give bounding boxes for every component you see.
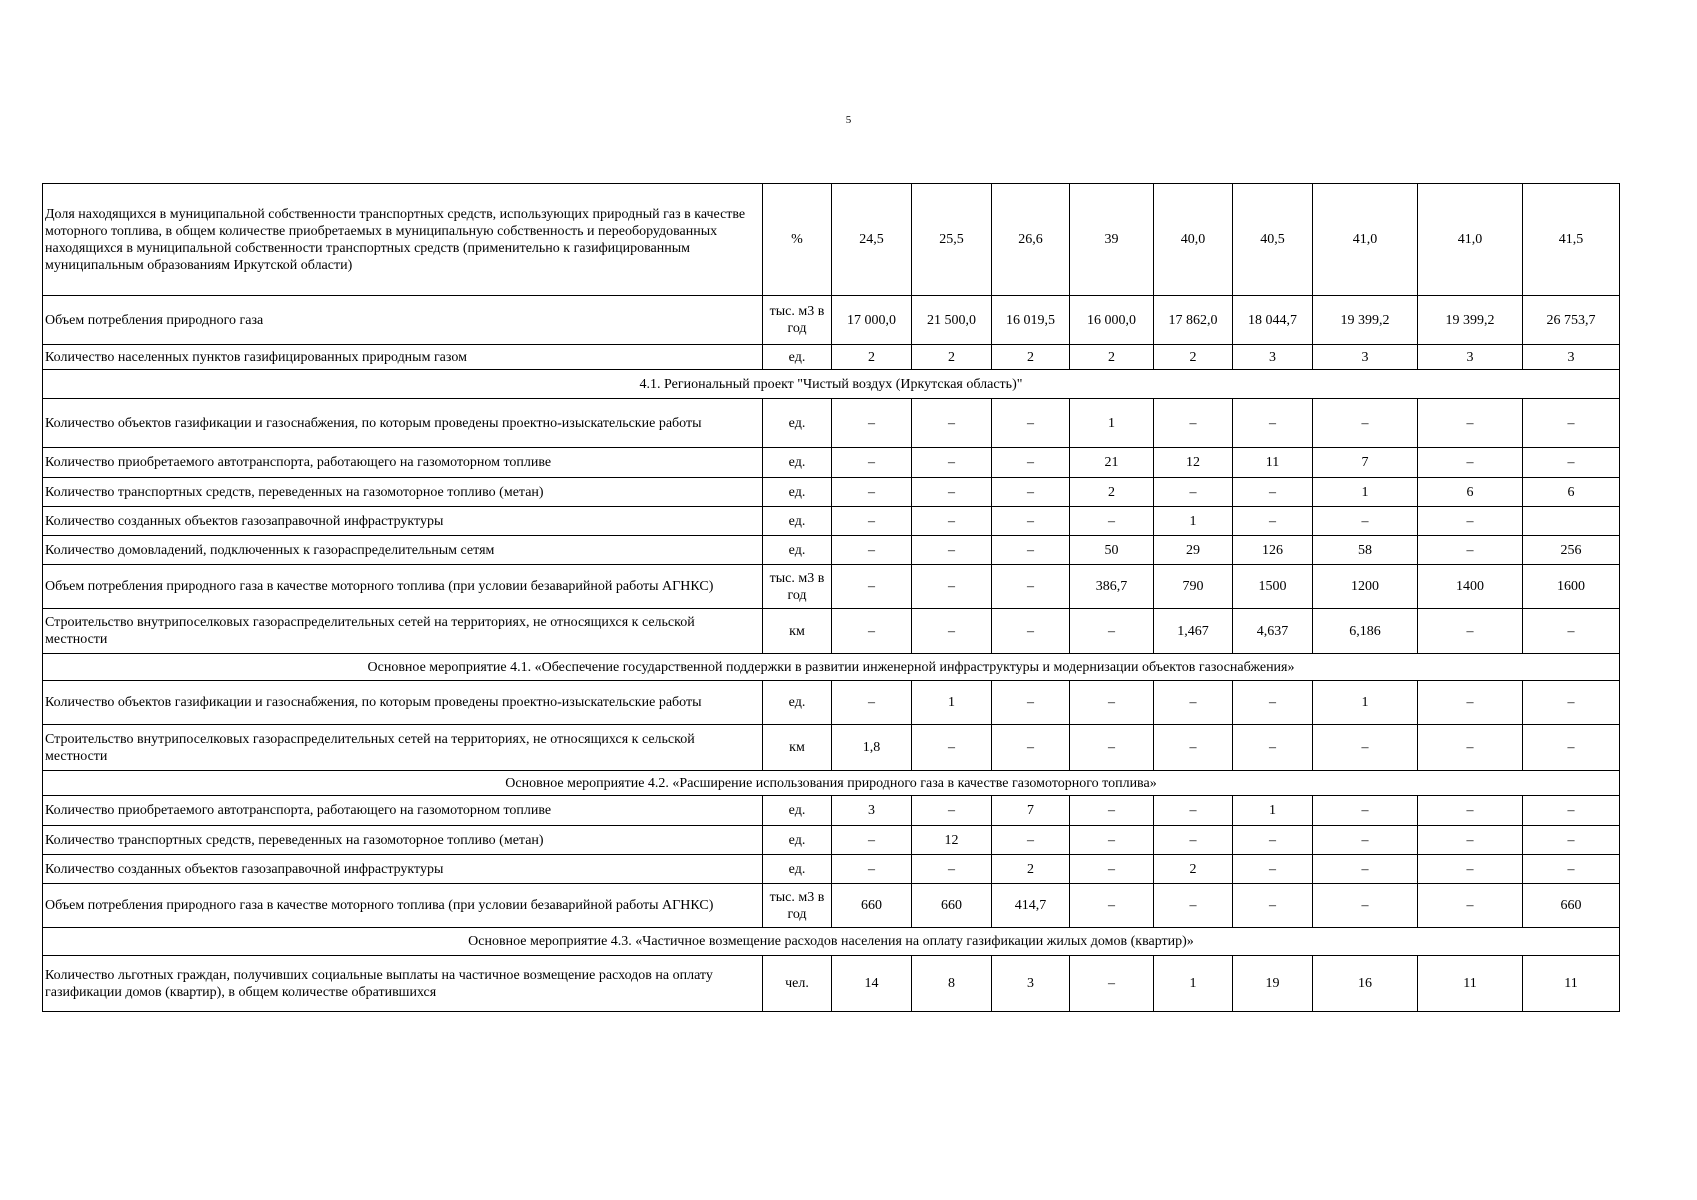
indicator-name: Количество домовладений, подключенных к газораспределительным сетям [43,536,763,565]
value-cell: 50 [1070,536,1154,565]
indicator-name: Количество объектов газификации и газоснабжения, по которым проведены проектно-изыскательские работы [43,399,763,448]
value-cell: 2 [912,345,992,370]
value-cell: – [1523,725,1620,771]
value-cell: – [1418,855,1523,884]
table-row [43,448,1620,478]
indicator-name: Количество приобретаемого автотранспорта, работающего на газомоторном топливе [43,448,763,478]
unit-cell: ед. [763,855,832,884]
value-cell: – [1523,448,1620,478]
value-cell: 26,6 [992,184,1070,296]
value-cell: – [1233,725,1313,771]
value-cell: 11 [1523,956,1620,1012]
value-cell: – [992,399,1070,448]
unit-cell: ед. [763,507,832,536]
value-cell: – [912,478,992,507]
value-cell: – [1418,725,1523,771]
indicator-name: Объем потребления природного газа [43,296,763,345]
value-cell: – [1070,796,1154,826]
value-cell: – [832,565,912,609]
unit-cell: ед. [763,478,832,507]
value-cell: 3 [832,796,912,826]
value-cell: – [912,536,992,565]
unit-cell: ед. [763,536,832,565]
section-title: Основное мероприятие 4.2. «Расширение использования природного газа в качестве газомоторного топлива» [43,771,1620,796]
value-cell: 8 [912,956,992,1012]
table-row [43,478,1620,507]
value-cell: 11 [1233,448,1313,478]
indicator-name: Доля находящихся в муниципальной собственности транспортных средств, использующих природный газ в качестве моторного топлива, в общем количестве приобретаемых в муниципальную собственность и переоборудованных находящихся в муниципальной собственности транспортных средств (применительно к газифицированным муниципальным образованиям Иркутской области) [43,184,763,296]
value-cell: 2 [1154,345,1233,370]
value-cell: – [912,565,992,609]
unit-cell: ед. [763,448,832,478]
value-cell: – [1313,507,1418,536]
unit-cell: ед. [763,345,832,370]
table-row [43,399,1620,448]
value-cell: – [1313,826,1418,855]
value-cell: 21 [1070,448,1154,478]
value-cell: 25,5 [912,184,992,296]
indicator-name: Объем потребления природного газа в качестве моторного топлива (при условии безаварийной работы АГНКС) [43,565,763,609]
value-cell: 1 [912,681,992,725]
table-row [43,725,1620,771]
value-cell: 1 [1233,796,1313,826]
value-cell: – [992,609,1070,654]
value-cell: – [1523,681,1620,725]
value-cell: – [912,796,992,826]
section-header-row [43,928,1620,956]
value-cell: – [1233,826,1313,855]
value-cell: 1 [1313,681,1418,725]
value-cell: – [1154,826,1233,855]
value-cell: – [1154,399,1233,448]
indicator-name: Строительство внутрипоселковых газораспределительных сетей на территориях, не относящихся к сельской местности [43,609,763,654]
value-cell: – [1233,507,1313,536]
indicator-name: Количество приобретаемого автотранспорта, работающего на газомоторном топливе [43,796,763,826]
indicator-name: Количество населенных пунктов газифицированных природным газом [43,345,763,370]
value-cell: 3 [1313,345,1418,370]
value-cell: 2 [992,345,1070,370]
value-cell: 21 500,0 [912,296,992,345]
unit-cell: чел. [763,956,832,1012]
value-cell: 2 [1070,478,1154,507]
value-cell: 2 [992,855,1070,884]
value-cell: – [912,399,992,448]
value-cell: – [1418,609,1523,654]
value-cell: 12 [912,826,992,855]
value-cell: – [1418,507,1523,536]
indicator-name: Количество созданных объектов газозаправочной инфраструктуры [43,507,763,536]
value-cell: 6,186 [1313,609,1418,654]
indicator-name: Количество транспортных средств, переведенных на газомоторное топливо (метан) [43,826,763,855]
table-row [43,681,1620,725]
unit-cell: % [763,184,832,296]
value-cell: – [992,536,1070,565]
value-cell: 16 000,0 [1070,296,1154,345]
indicator-name: Количество транспортных средств, переведенных на газомоторное топливо (метан) [43,478,763,507]
value-cell: 1,8 [832,725,912,771]
section-header-row [43,370,1620,399]
value-cell: – [832,855,912,884]
value-cell: 19 399,2 [1418,296,1523,345]
value-cell: – [1313,399,1418,448]
table-row [43,536,1620,565]
table-row [43,826,1620,855]
unit-cell: ед. [763,826,832,855]
value-cell: – [992,448,1070,478]
page-number: 5 [845,114,852,126]
value-cell: – [1070,609,1154,654]
table-row [43,609,1620,654]
value-cell: – [1070,826,1154,855]
value-cell: – [1418,826,1523,855]
indicator-name: Объем потребления природного газа в качестве моторного топлива (при условии безаварийной работы АГНКС) [43,884,763,928]
value-cell: – [1313,796,1418,826]
value-cell: – [912,609,992,654]
value-cell: 7 [992,796,1070,826]
value-cell: 1400 [1418,565,1523,609]
value-cell: – [1523,399,1620,448]
value-cell: – [832,609,912,654]
value-cell: – [1523,796,1620,826]
value-cell: 256 [1523,536,1620,565]
value-cell: – [1418,681,1523,725]
value-cell: 7 [1313,448,1418,478]
value-cell: – [832,826,912,855]
table-row [43,565,1620,609]
value-cell: 29 [1154,536,1233,565]
value-cell: 386,7 [1070,565,1154,609]
value-cell: – [1070,507,1154,536]
value-cell: – [1233,884,1313,928]
value-cell: 790 [1154,565,1233,609]
value-cell: 660 [1523,884,1620,928]
value-cell: – [992,478,1070,507]
value-cell: – [1313,884,1418,928]
table-row [43,796,1620,826]
value-cell: 1 [1154,956,1233,1012]
value-cell: – [992,826,1070,855]
value-cell: 16 019,5 [992,296,1070,345]
value-cell: 16 [1313,956,1418,1012]
value-cell: 1600 [1523,565,1620,609]
value-cell: – [1233,681,1313,725]
value-cell: 19 [1233,956,1313,1012]
value-cell: – [1418,399,1523,448]
value-cell: 4,637 [1233,609,1313,654]
value-cell: 11 [1418,956,1523,1012]
value-cell: 1500 [1233,565,1313,609]
value-cell: 660 [912,884,992,928]
unit-cell: км [763,725,832,771]
value-cell: – [1523,826,1620,855]
indicators-table [42,183,1620,1012]
value-cell: 2 [1070,345,1154,370]
value-cell: 17 000,0 [832,296,912,345]
value-cell: 126 [1233,536,1313,565]
value-cell: – [1233,855,1313,884]
value-cell: 3 [1418,345,1523,370]
unit-cell: тыс. м3 в год [763,296,832,345]
value-cell: – [1154,725,1233,771]
table-row [43,956,1620,1012]
value-cell: 40,0 [1154,184,1233,296]
section-header-row [43,654,1620,681]
unit-cell: тыс. м3 в год [763,884,832,928]
value-cell: – [1233,478,1313,507]
value-cell: – [1313,725,1418,771]
value-cell: – [912,855,992,884]
value-cell: – [1070,956,1154,1012]
value-cell: 660 [832,884,912,928]
value-cell: 1200 [1313,565,1418,609]
value-cell: 1 [1154,507,1233,536]
value-cell: – [1154,478,1233,507]
value-cell: – [912,448,992,478]
section-title: 4.1. Региональный проект "Чистый воздух (Иркутская область)" [43,370,1620,399]
section-title: Основное мероприятие 4.1. «Обеспечение государственной поддержки в развитии инженерной инфраструктуры и модернизации объектов газоснабжения» [43,654,1620,681]
value-cell: – [992,725,1070,771]
value-cell: 3 [1523,345,1620,370]
value-cell: 6 [1418,478,1523,507]
value-cell: 19 399,2 [1313,296,1418,345]
value-cell: – [1233,399,1313,448]
table-row [43,345,1620,370]
value-cell: – [992,681,1070,725]
value-cell: – [1418,448,1523,478]
value-cell: – [832,448,912,478]
value-cell: 41,0 [1313,184,1418,296]
value-cell: – [1418,884,1523,928]
table-row [43,507,1620,536]
table-row [43,184,1620,296]
value-cell: – [1418,796,1523,826]
table-row [43,296,1620,345]
indicator-name: Количество созданных объектов газозаправочной инфраструктуры [43,855,763,884]
value-cell: 24,5 [832,184,912,296]
value-cell: 41,0 [1418,184,1523,296]
value-cell [1523,507,1620,536]
value-cell: – [1154,681,1233,725]
value-cell: 1 [1070,399,1154,448]
unit-cell: ед. [763,681,832,725]
value-cell: 12 [1154,448,1233,478]
value-cell: 1 [1313,478,1418,507]
value-cell: 40,5 [1233,184,1313,296]
value-cell: 41,5 [1523,184,1620,296]
table-row [43,884,1620,928]
value-cell: – [832,478,912,507]
value-cell: – [832,536,912,565]
value-cell: 26 753,7 [1523,296,1620,345]
unit-cell: ед. [763,399,832,448]
value-cell: – [912,725,992,771]
value-cell: – [832,507,912,536]
value-cell: 14 [832,956,912,1012]
value-cell: – [1523,609,1620,654]
unit-cell: ед. [763,796,832,826]
value-cell: 1,467 [1154,609,1233,654]
unit-cell: км [763,609,832,654]
value-cell: 18 044,7 [1233,296,1313,345]
value-cell: – [1154,884,1233,928]
table-body [43,184,1620,1012]
value-cell: – [832,399,912,448]
value-cell: 2 [832,345,912,370]
value-cell: – [992,507,1070,536]
value-cell: 3 [1233,345,1313,370]
value-cell: – [1070,725,1154,771]
value-cell: – [1418,536,1523,565]
indicator-name: Строительство внутрипоселковых газораспределительных сетей на территориях, не относящихся к сельской местности [43,725,763,771]
indicator-name: Количество льготных граждан, получивших социальные выплаты на частичное возмещение расходов на оплату газификации домов (квартир), в общем количестве обратившихся [43,956,763,1012]
value-cell: 2 [1154,855,1233,884]
value-cell: – [832,681,912,725]
value-cell: 3 [992,956,1070,1012]
value-cell: – [1523,855,1620,884]
indicator-name: Количество объектов газификации и газоснабжения, по которым проведены проектно-изыскательские работы [43,681,763,725]
value-cell: 414,7 [992,884,1070,928]
value-cell: – [1070,855,1154,884]
value-cell: 58 [1313,536,1418,565]
value-cell: – [1154,796,1233,826]
unit-cell: тыс. м3 в год [763,565,832,609]
value-cell: – [992,565,1070,609]
value-cell: 17 862,0 [1154,296,1233,345]
section-title: Основное мероприятие 4.3. «Частичное возмещение расходов населения на оплату газификации жилых домов (квартир)» [43,928,1620,956]
value-cell: – [1070,884,1154,928]
value-cell: 39 [1070,184,1154,296]
value-cell: 6 [1523,478,1620,507]
table-row [43,855,1620,884]
value-cell: – [1070,681,1154,725]
section-header-row [43,771,1620,796]
value-cell: – [912,507,992,536]
value-cell: – [1313,855,1418,884]
